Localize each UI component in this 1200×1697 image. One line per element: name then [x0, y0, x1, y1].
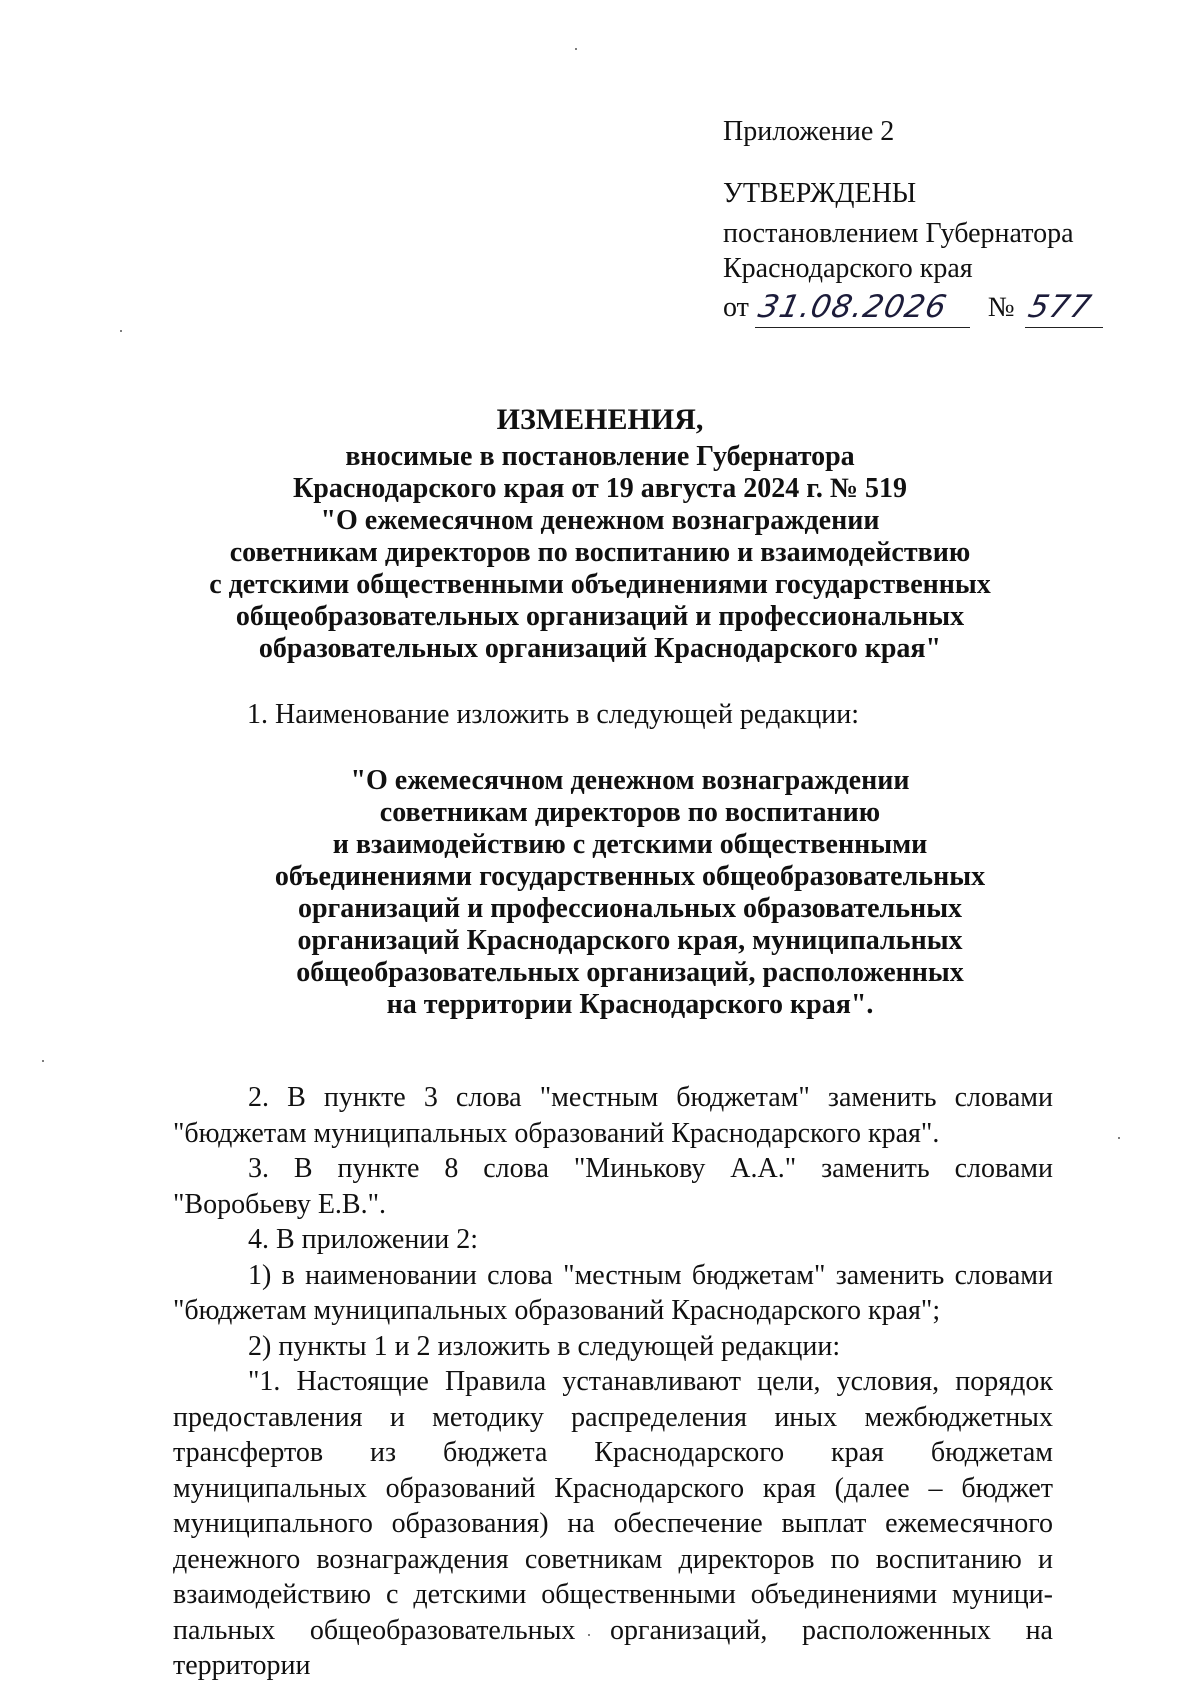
title-line: "О ежемесячном денежном вознаграждении	[320, 505, 880, 536]
quote-line: на территории Краснодарского края".	[386, 989, 874, 1020]
title-line: с детскими общественными объединениями государственных	[209, 569, 991, 600]
title-line: Краснодарского края от 19 августа 2024 г. № 519	[292, 473, 907, 504]
item-1: 1. Наименование изложить в следующей редакции:	[247, 699, 859, 730]
quote-line: советникам директоров по воспитанию	[379, 797, 881, 828]
date-prefix: от	[723, 292, 749, 323]
appendix-label: Приложение 2	[723, 116, 895, 147]
approved-label: УТВЕРЖДЕНЫ	[723, 178, 917, 209]
title-line: вносимые в постановление Губернатора	[345, 441, 855, 472]
quote-line: общеобразовательных организаций, расположенных	[296, 957, 964, 988]
title-line: общеобразовательных организаций и профессиональных	[235, 601, 965, 632]
quote-line: организаций и профессиональных образовательных	[297, 893, 963, 924]
scan-speck	[575, 48, 577, 50]
scan-speck	[42, 1060, 44, 1062]
paragraph-item-2: 2. В пункте 3 слова "местным бюджетам" заменить словами "бюджетам муниципальных образований Краснодарского края".	[173, 1082, 1053, 1149]
quote-line: "О ежемесячном денежном вознаграждении	[350, 765, 910, 796]
paragraph-subitem-1: 1) в наименовании слова "местным бюджетам" заменить словами "бюджетам муниципальных образований Краснодарского края";	[173, 1259, 1053, 1326]
scan-speck	[120, 330, 122, 332]
title-heading: ИЗМЕНЕНИЯ,	[496, 403, 704, 436]
handwritten-number: 577	[1024, 289, 1095, 325]
number-prefix: №	[987, 292, 1015, 323]
scan-speck	[1118, 1137, 1120, 1139]
date-field	[755, 289, 970, 328]
body-text	[173, 1080, 1053, 1684]
quote-line: организаций Краснодарского края, муниципальных	[297, 925, 963, 956]
quote-line: и взаимодействию с детскими общественными	[332, 829, 928, 860]
document-title	[200, 403, 1000, 665]
paragraph-subitem-2: 2) пункты 1 и 2 изложить в следующей редакции:	[248, 1330, 841, 1362]
paragraph-item-3: 3. В пункте 8 слова "Минькову А.А." заменить словами "Воробьеву Е.В.".	[173, 1153, 1053, 1220]
decree-line: постановлением Губернатора	[723, 218, 1074, 249]
paragraph-item-4: 4. В приложении 2:	[248, 1224, 479, 1255]
date-number-line	[723, 288, 1103, 328]
paragraph-rules-1: "1. Настоящие Правила устанавливают цели, условия, порядок предоставления и методику распределения иных межбюджетных трансфертов из бюджета Краснодарского края бюджетам муниципальных образований Краснодарского края (далее – бюджет муниципального образования) на обеспечение выплат ежемесячного денежного вознаграждения советникам директоров по воспитанию и взаимодействию с детскими общественными объединениями муниципальных общеобразовательных организаций, расположенных на территории	[173, 1366, 1053, 1681]
title-line: советникам директоров по воспитанию и взаимодействию	[229, 537, 971, 568]
quoted-title	[250, 765, 1010, 1021]
approval-block	[723, 110, 1103, 328]
quote-line: объединениями государственных общеобразовательных	[274, 861, 986, 892]
title-line: образовательных организаций Краснодарского края"	[258, 633, 942, 664]
number-field	[1024, 289, 1103, 328]
handwritten-date: 31.08.2026	[755, 289, 951, 325]
region-line: Краснодарского края	[723, 253, 973, 284]
